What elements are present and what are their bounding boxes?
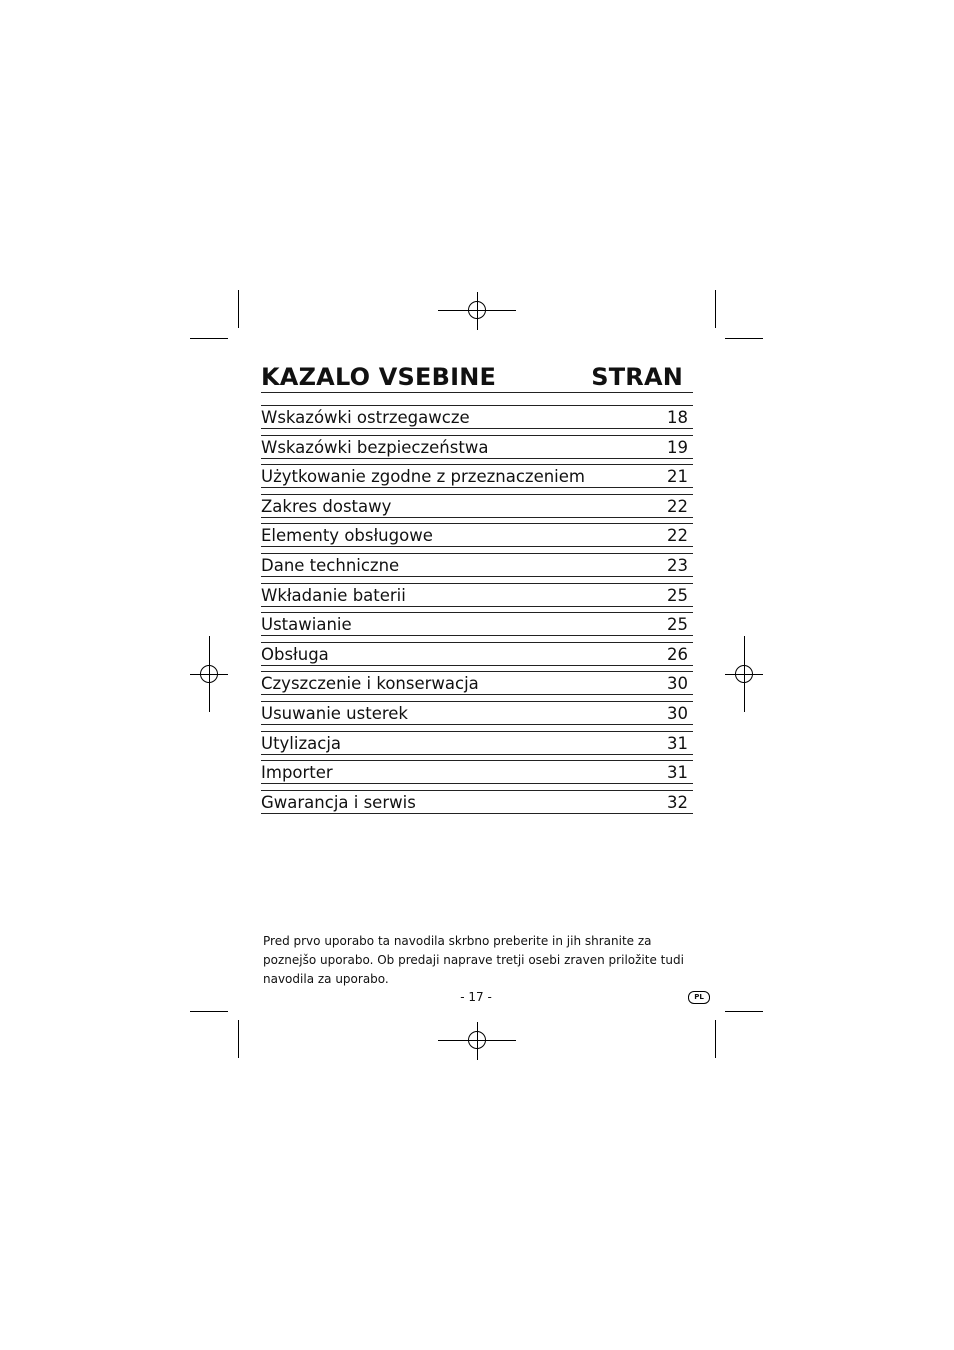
registration-mark: [735, 665, 753, 683]
toc-item-page: 26: [667, 644, 688, 664]
toc-row[interactable]: [261, 612, 693, 636]
toc-row[interactable]: [261, 523, 693, 547]
crop-mark: [238, 290, 239, 328]
toc-item-page: 22: [667, 496, 688, 516]
toc-header: [261, 362, 693, 393]
toc-item-page: 30: [667, 703, 688, 723]
toc-row[interactable]: [261, 553, 693, 577]
toc-item-label: Usuwanie usterek: [261, 703, 408, 723]
toc-row[interactable]: [261, 760, 693, 784]
toc-item-page: 31: [667, 763, 688, 783]
toc-row[interactable]: [261, 464, 693, 488]
toc-item-page: 19: [667, 437, 688, 457]
toc-item-label: Elementy obsługowe: [261, 526, 433, 546]
toc-item-page: 25: [667, 615, 688, 635]
crop-mark: [238, 1020, 239, 1058]
registration-mark: [468, 1031, 486, 1049]
toc-item-label: Zakres dostawy: [261, 496, 392, 516]
toc-row[interactable]: [261, 405, 693, 429]
toc-item-page: 25: [667, 585, 688, 605]
toc-item-label: Obsługa: [261, 644, 329, 664]
registration-mark: [200, 665, 218, 683]
crop-mark: [190, 1011, 228, 1012]
toc-item-label: Dane techniczne: [261, 555, 400, 575]
toc-title: KAZALO VSEBINE: [261, 363, 497, 391]
toc-item-page: 18: [667, 408, 688, 427]
page-number: - 17 -: [460, 990, 492, 1004]
toc-row[interactable]: [261, 671, 693, 695]
usage-note: Pred prvo uporabo ta navodila skrbno preberite in jih shranite za poznejšo uporabo. Ob predaji naprave tretji osebi zraven priložite tudi navodila za uporabo.: [263, 934, 684, 986]
toc-row[interactable]: [261, 701, 693, 725]
toc-row[interactable]: [261, 790, 693, 814]
toc-row[interactable]: [261, 435, 693, 459]
toc-row[interactable]: [261, 583, 693, 607]
toc-item-label: Gwarancja i serwis: [261, 792, 416, 812]
toc-item-label: Wskazówki bezpieczeństwa: [261, 437, 489, 457]
toc-item-label: Wskazówki ostrzegawcze: [261, 408, 470, 427]
toc-row[interactable]: [261, 642, 693, 666]
registration-mark: [468, 301, 486, 319]
toc-item-page: 23: [667, 555, 688, 575]
toc-item-label: Wkładanie baterii: [261, 585, 406, 605]
toc-item-page: 21: [667, 467, 688, 487]
crop-mark: [725, 1011, 763, 1012]
toc-item-page: 22: [667, 526, 688, 546]
toc-item-label: Utylizacja: [261, 733, 342, 753]
toc-page-heading: STRAN: [591, 363, 683, 391]
toc-row[interactable]: [261, 494, 693, 518]
toc-item-label: Ustawianie: [261, 615, 352, 635]
toc-list: [261, 405, 693, 819]
toc-item-page: 32: [667, 792, 688, 812]
toc-item-label: Czyszczenie i konserwacja: [261, 674, 479, 694]
crop-mark: [715, 290, 716, 328]
toc-item-page: 31: [667, 733, 688, 753]
toc-row[interactable]: [261, 731, 693, 755]
crop-mark: [715, 1020, 716, 1058]
language-badge: PL: [688, 991, 710, 1004]
crop-mark: [190, 338, 228, 339]
crop-mark: [725, 338, 763, 339]
toc-item-label: Importer: [261, 763, 333, 783]
toc-item-label: Użytkowanie zgodne z przeznaczeniem: [261, 467, 585, 487]
toc-item-page: 30: [667, 674, 688, 694]
